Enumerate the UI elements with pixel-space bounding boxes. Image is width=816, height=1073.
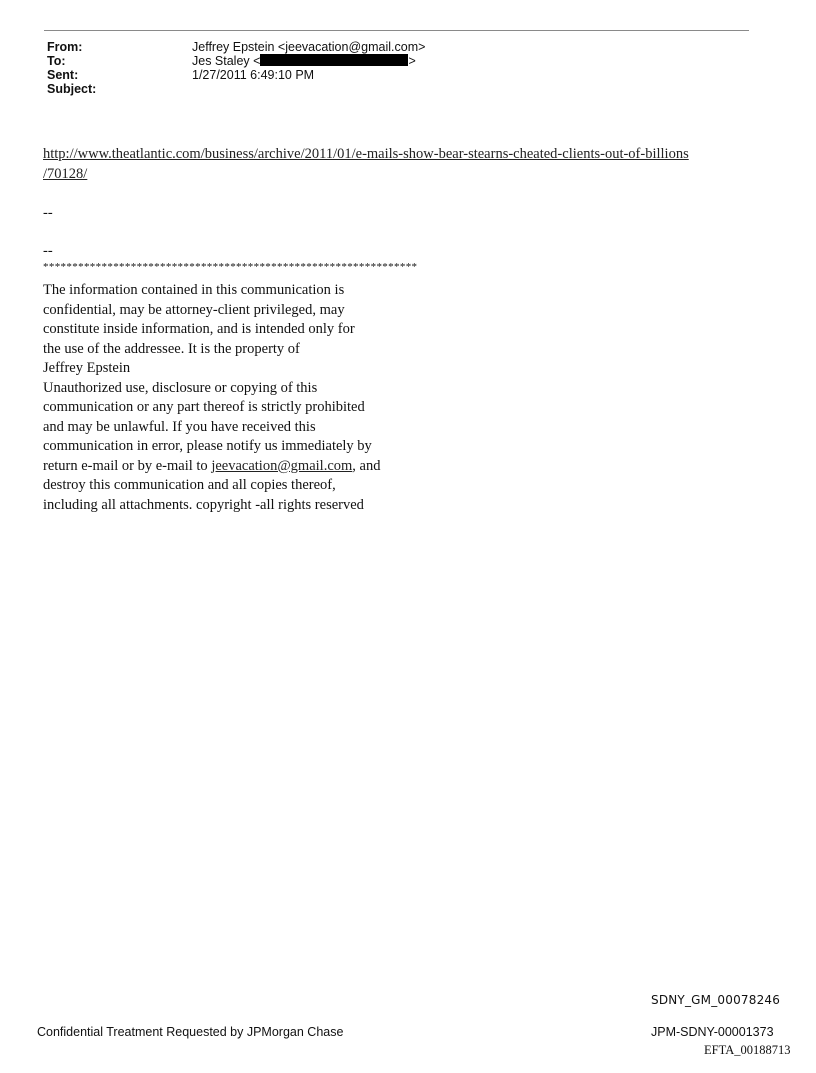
asterisk-divider: **************************************************************** [43,261,418,273]
disclaimer-email-link[interactable]: jeevacation@gmail.com [211,457,353,474]
confidentiality-disclaimer [43,281,423,515]
sent-label: Sent: [47,68,79,82]
disclaimer-line: constitute inside information, and is intended only for [43,321,355,337]
signature-separator-1: -- [43,205,53,221]
sent-value: 1/27/2011 6:49:10 PM [192,68,315,82]
disclaimer-line: the use of the addressee. It is the property of [43,340,300,357]
disclaimer-line: and may be unlawful. If you have received this [43,418,316,435]
to-value-suffix: > [408,54,416,68]
from-label: From: [47,40,83,54]
disclaimer-email-suffix: , and [352,457,381,474]
bates-number-efta: EFTA_00188713 [704,1043,791,1057]
to-value [192,54,416,68]
redaction-box [260,54,408,66]
disclaimer-email-prefix: return e-mail or by e-mail to [43,457,212,474]
disclaimer-line: including all attachments. copyright -all rights reserved [43,496,364,513]
signature-separator-2: -- [43,243,53,259]
to-value-prefix: Jes Staley < [192,54,261,68]
header-divider [44,30,749,31]
disclaimer-line: destroy this communication and all copies thereof, [43,477,336,493]
disclaimer-line: Unauthorized use, disclosure or copying of this [43,379,318,396]
bates-number-sdny: SDNY_GM_00078246 [651,993,781,1007]
to-label: To: [47,54,66,68]
disclaimer-line: communication or any part thereof is strictly prohibited [43,399,365,415]
disclaimer-email-line [43,457,423,477]
from-value: Jeffrey Epstein <jeevacation@gmail.com> [192,40,426,54]
subject-label: Subject: [47,82,97,96]
disclaimer-line: confidential, may be attorney-client privileged, may [43,301,345,318]
disclaimer-line: The information contained in this communication is [43,282,345,298]
disclaimer-line: communication in error, please notify us immediately by [43,438,372,454]
confidential-treatment-notice: Confidential Treatment Requested by JPMorgan Chase [37,1025,344,1039]
article-url[interactable] [43,145,748,184]
article-url-line-2[interactable]: /70128/ [43,165,88,182]
disclaimer-line: Jeffrey Epstein [43,360,131,376]
bates-number-jpm: JPM-SDNY-00001373 [651,1025,774,1039]
article-url-line-1[interactable]: http://www.theatlantic.com/business/archive/2011/01/e-mails-show-bear-stearns-cheated-clients-out-of-billions [43,146,689,162]
